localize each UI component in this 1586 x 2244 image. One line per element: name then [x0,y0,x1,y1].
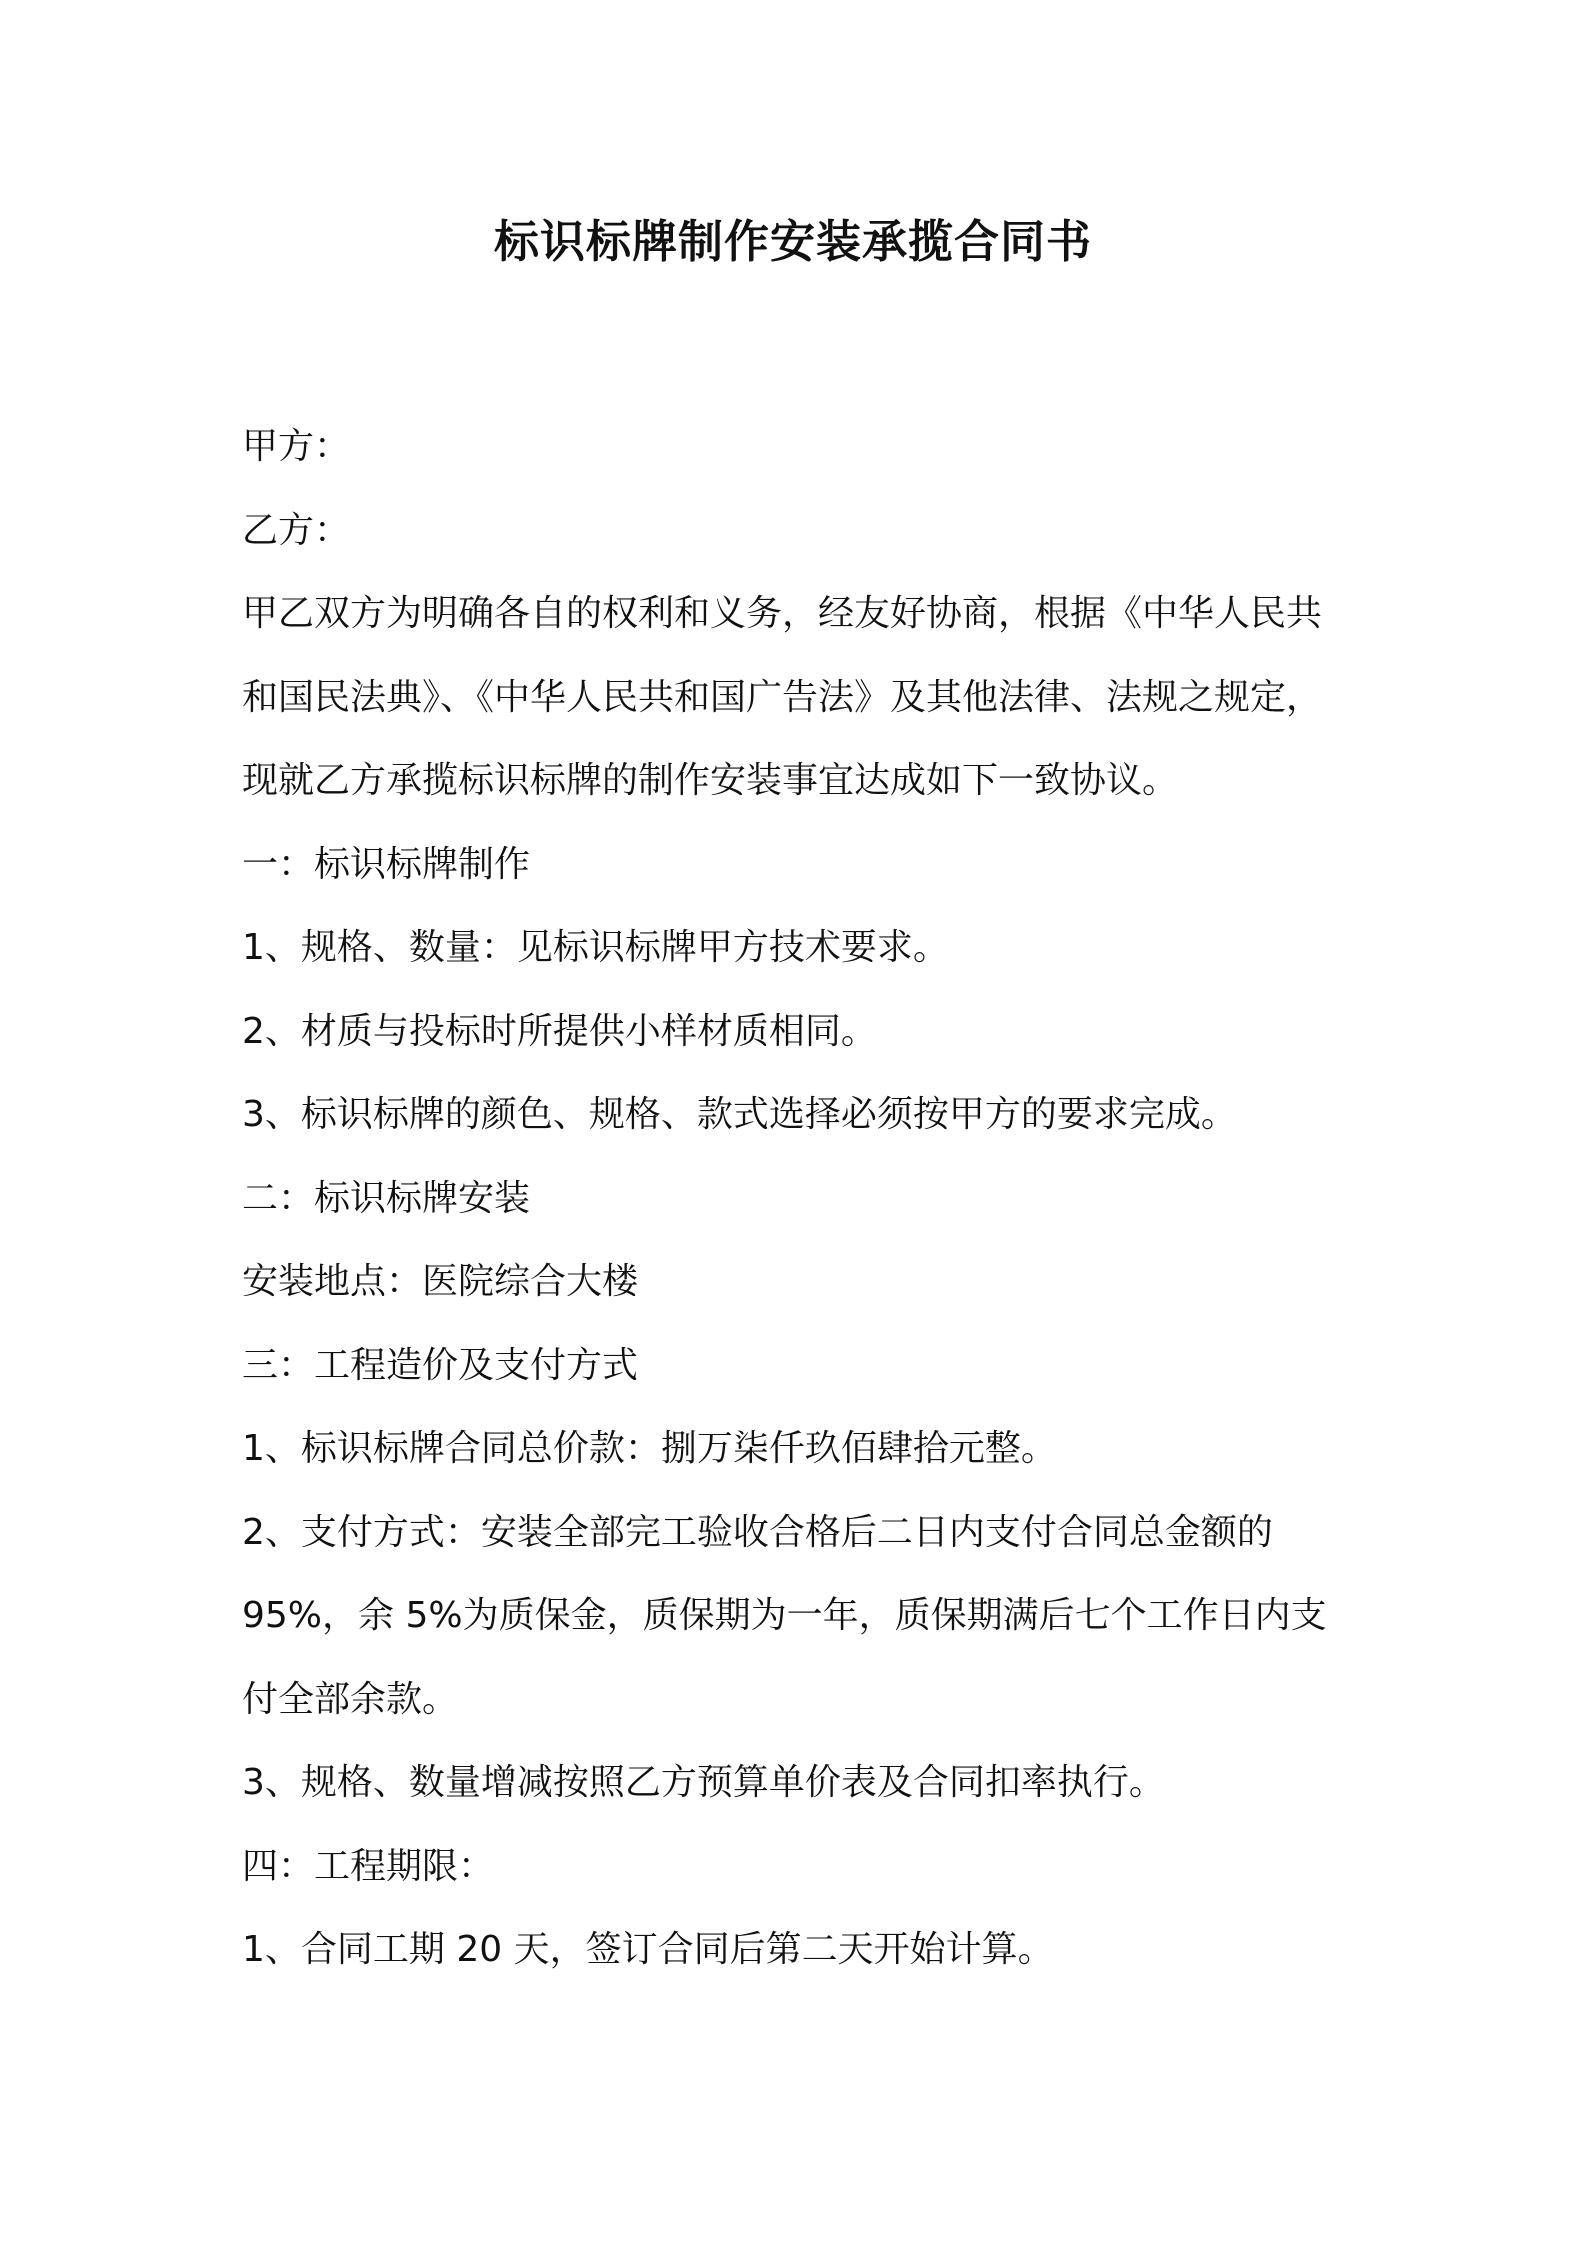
section-2-heading: 二：标识标牌安装 [242,1177,531,1219]
section-1-item-1: 1、规格、数量：见标识标牌甲方技术要求。 [242,927,949,968]
section-3-item-2-line-2: 95%，余 5%为质保金，质保期为一年，质保期满后七个工作日内支 [242,1595,1327,1636]
section-4-heading: 四：工程期限： [242,1845,495,1887]
preamble-line-3: 现就乙方承揽标识标牌的制作安装事宜达成如下一致协议。 [242,760,1179,801]
party-a-line: 甲方： [242,426,351,467]
section-3-item-2-line-1: 2、支付方式：安装全部完工验收合格后二日内支付合同总金额的 [242,1511,1273,1553]
party-b-line: 乙方： [242,509,351,551]
preamble-line-2: 和国民法典》、《中华人民共和国广告法》及其他法律、法规之规定， [242,676,1323,718]
section-1-heading: 一：标识标牌制作 [242,843,531,885]
section-1-item-2: 2、材质与投标时所提供小样材质相同。 [242,1010,877,1052]
contract-title: 标识标牌制作安装承揽合同书 [493,215,1092,268]
section-1-item-3: 3、标识标牌的颜色、规格、款式选择必须按甲方的要求完成。 [242,1094,1237,1135]
section-3-item-1: 1、标识标牌合同总价款：捌万柒仟玖佰肆拾元整。 [242,1428,1057,1469]
section-3-heading: 三：工程造价及支付方式 [242,1344,639,1386]
section-3-item-3: 3、规格、数量增减按照乙方预算单价表及合同扣率执行。 [242,1762,1165,1803]
preamble-line-1: 甲乙双方为明确各自的权利和义务，经友好协商，根据《中华人民共 [242,593,1323,634]
section-3-item-2-line-3: 付全部余款。 [242,1678,459,1720]
section-2-location: 安装地点：医院综合大楼 [242,1261,639,1302]
contract-body [242,405,1362,1992]
section-4-item-1: 1、合同工期 20 天，签订合同后第二天开始计算。 [242,1929,1054,1970]
